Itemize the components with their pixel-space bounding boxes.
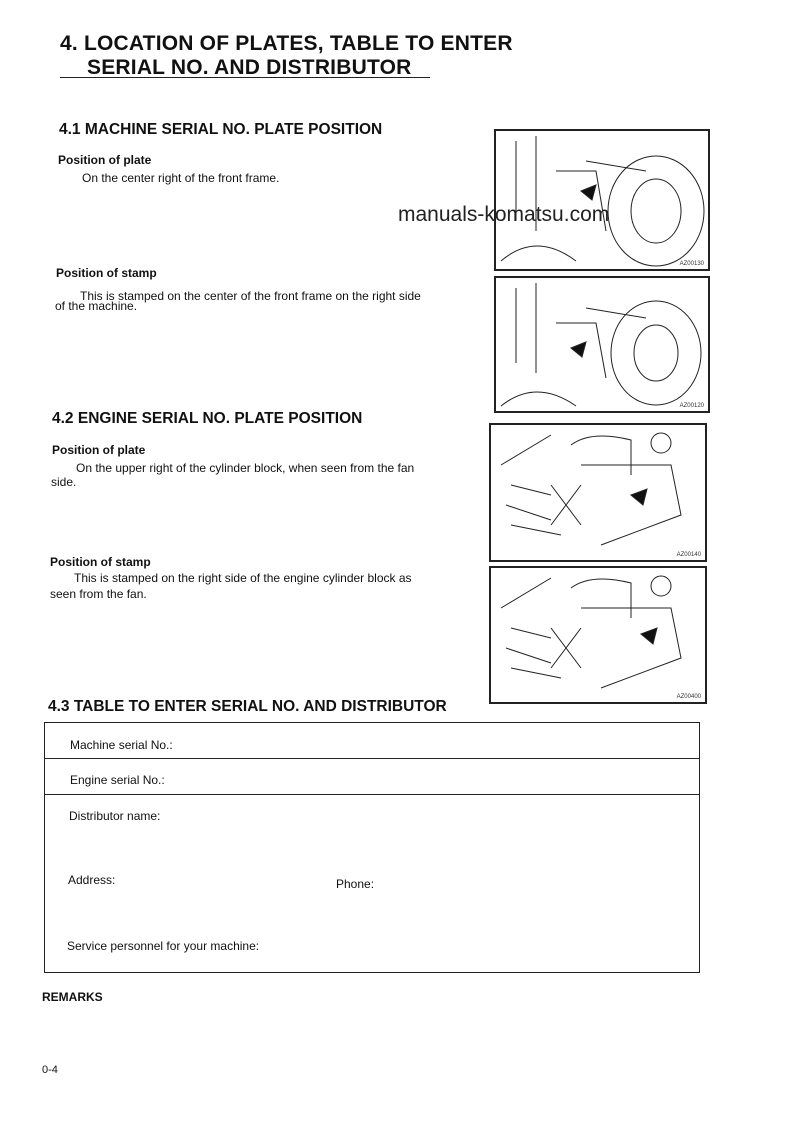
figure-code: AZ00120 xyxy=(679,403,704,409)
title-underline xyxy=(60,77,430,78)
section-4-2-heading: 4.2 ENGINE SERIAL NO. PLATE POSITION xyxy=(52,410,363,427)
engine-serial-field[interactable]: Engine serial No.: xyxy=(70,773,165,787)
machine-stamp-figure xyxy=(494,276,710,413)
serial-distributor-table xyxy=(44,722,700,972)
figure-code: AZ00130 xyxy=(679,261,704,267)
engine-plate-text: On the upper right of the cylinder block, when seen from the fan xyxy=(76,461,415,475)
engine-plate-text-2: side. xyxy=(51,475,77,489)
stamp-position-text: This is stamped on the center of the front frame on the right side xyxy=(80,289,421,303)
remarks-label: REMARKS xyxy=(42,990,103,1004)
address-field[interactable]: Address: xyxy=(68,873,116,887)
section-4-1-heading: 4.1 MACHINE SERIAL NO. PLATE POSITION xyxy=(59,121,383,138)
engine-plate-figure xyxy=(489,423,707,562)
engine-stamp-text: This is stamped on the right side of the engine cylinder block as xyxy=(74,571,412,585)
phone-field[interactable]: Phone: xyxy=(336,877,375,891)
watermark: manuals-komatsu.com xyxy=(398,203,610,226)
plate-position-text: On the center right of the front frame. xyxy=(82,171,280,185)
engine-stamp-figure xyxy=(489,566,707,704)
figure-code: AZ00140 xyxy=(676,552,701,558)
stamp-position-text-2: of the machine. xyxy=(55,299,138,313)
page-number: 0-4 xyxy=(42,1064,58,1076)
page-title-line2: SERIAL NO. AND DISTRIBUTOR xyxy=(87,56,412,79)
page-title-line1: 4. LOCATION OF PLATES, TABLE TO ENTER xyxy=(60,32,513,55)
engine-plate-label: Position of plate xyxy=(52,443,146,457)
plate-position-label: Position of plate xyxy=(58,153,152,167)
section-4-3-heading: 4.3 TABLE TO ENTER SERIAL NO. AND DISTRIBUTOR xyxy=(48,698,447,715)
figure-code: AZ00400 xyxy=(676,694,701,700)
engine-stamp-text-2: seen from the fan. xyxy=(50,587,147,601)
engine-stamp-label: Position of stamp xyxy=(50,555,151,569)
distributor-name-field[interactable]: Distributor name: xyxy=(69,809,161,823)
machine-plate-figure xyxy=(494,129,710,271)
machine-serial-field[interactable]: Machine serial No.: xyxy=(70,738,173,752)
stamp-position-label: Position of stamp xyxy=(56,266,157,280)
service-personnel-field[interactable]: Service personnel for your machine: xyxy=(67,939,260,953)
